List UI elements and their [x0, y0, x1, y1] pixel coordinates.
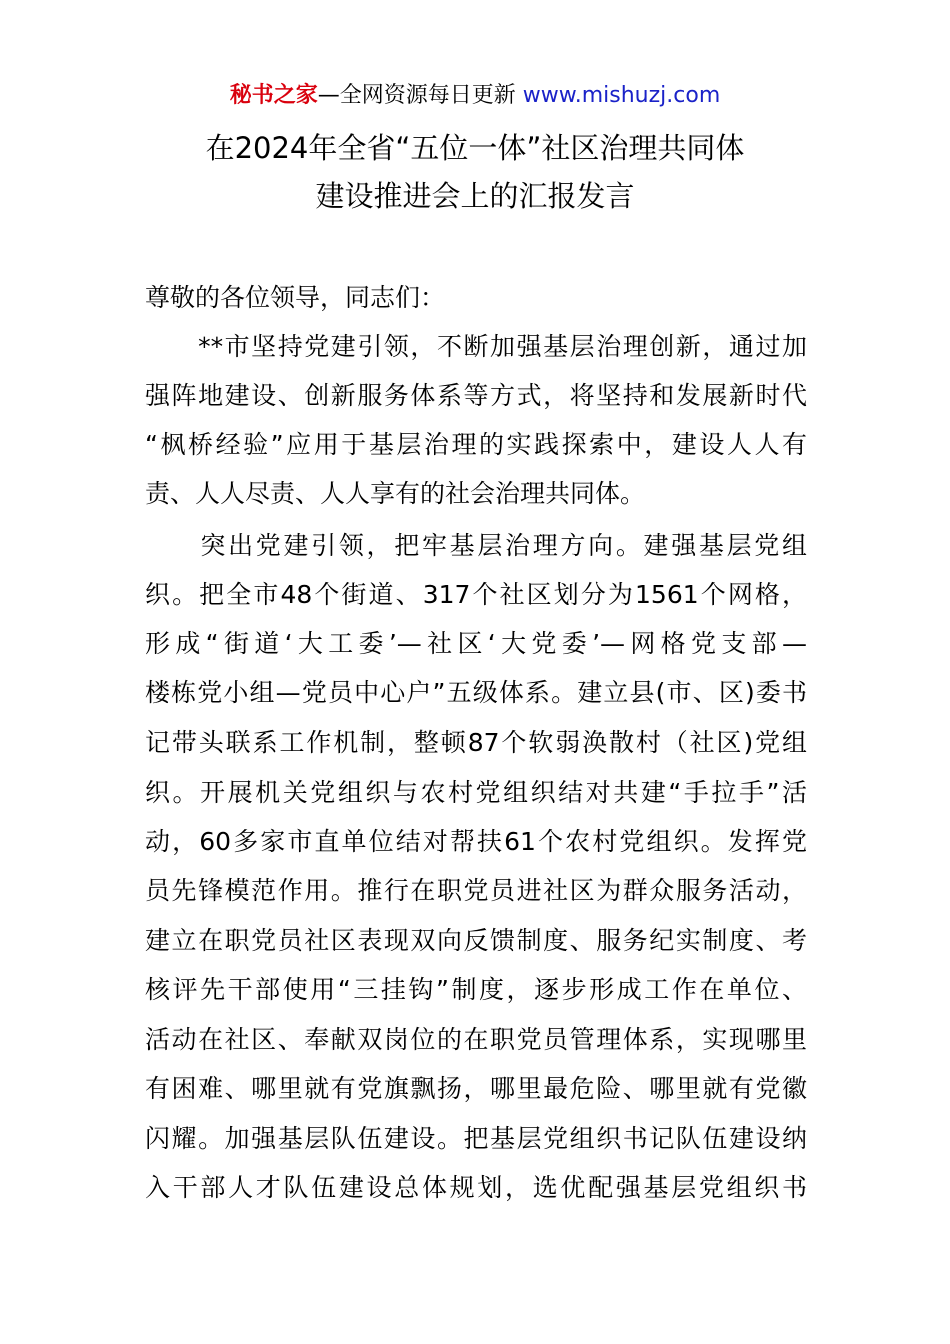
- paragraph-line: 突出党建引领，把牢基层治理方向。建强基层党组: [145, 531, 807, 560]
- paragraph-line: 有困难、哪里就有党旗飘扬，哪里最危险、哪里就有党徽: [145, 1074, 807, 1103]
- paragraph-line: 闪耀。加强基层队伍建设。把基层党组织书记队伍建设纳: [145, 1124, 807, 1153]
- site-url-link[interactable]: www.mishuzj.com: [522, 83, 721, 108]
- site-header: [0, 80, 950, 112]
- paragraph-line: 责、人人尽责、人人享有的社会治理共同体。: [145, 479, 646, 508]
- site-tagline: —全网资源每日更新: [317, 83, 523, 108]
- paragraph-line: 入干部人才队伍建设总体规划，选优配强基层党组织书: [145, 1173, 807, 1202]
- paragraph-line: 织。开展机关党组织与农村党组织结对共建“手拉手”活: [145, 778, 807, 807]
- paragraph-line: 强阵地建设、创新服务体系等方式，将坚持和发展新时代: [145, 381, 807, 410]
- paragraph-line: 形成“街道‘大工委’—社区‘大党委’—网格党支部—: [145, 629, 807, 658]
- salutation: 尊敬的各位领导，同志们：: [145, 283, 446, 312]
- paragraph-line: “枫桥经验”应用于基层治理的实践探索中，建设人人有: [145, 430, 807, 459]
- paragraph-line: **市坚持党建引领，不断加强基层治理创新，通过加: [145, 332, 807, 361]
- paragraph-line: 员先锋模范作用。推行在职党员进社区为群众服务活动，: [145, 876, 807, 905]
- document-title-line-2: 建设推进会上的汇报发言: [315, 179, 635, 213]
- document-title-line-1: 在2024年全省“五位一体”社区治理共同体: [205, 131, 745, 165]
- paragraph-line: 核评先干部使用“三挂钩”制度，逐步形成工作在单位、: [145, 975, 807, 1004]
- site-brand: 秘书之家: [229, 83, 318, 108]
- paragraph-line: 记带头联系工作机制，整顿87个软弱涣散村（社区)党组: [145, 728, 807, 757]
- paragraph-line: 建立在职党员社区表现双向反馈制度、服务纪实制度、考: [145, 926, 807, 955]
- paragraph-line: 楼栋党小组—党员中心户”五级体系。建立县(市、区)委书: [145, 678, 807, 707]
- paragraph-line: 织。把全市48个街道、317个社区划分为1561个网格，: [145, 580, 807, 609]
- paragraph-line: 活动在社区、奉献双岗位的在职党员管理体系，实现哪里: [145, 1025, 807, 1054]
- paragraph-line: 动，60多家市直单位结对帮扶61个农村党组织。发挥党: [145, 827, 807, 856]
